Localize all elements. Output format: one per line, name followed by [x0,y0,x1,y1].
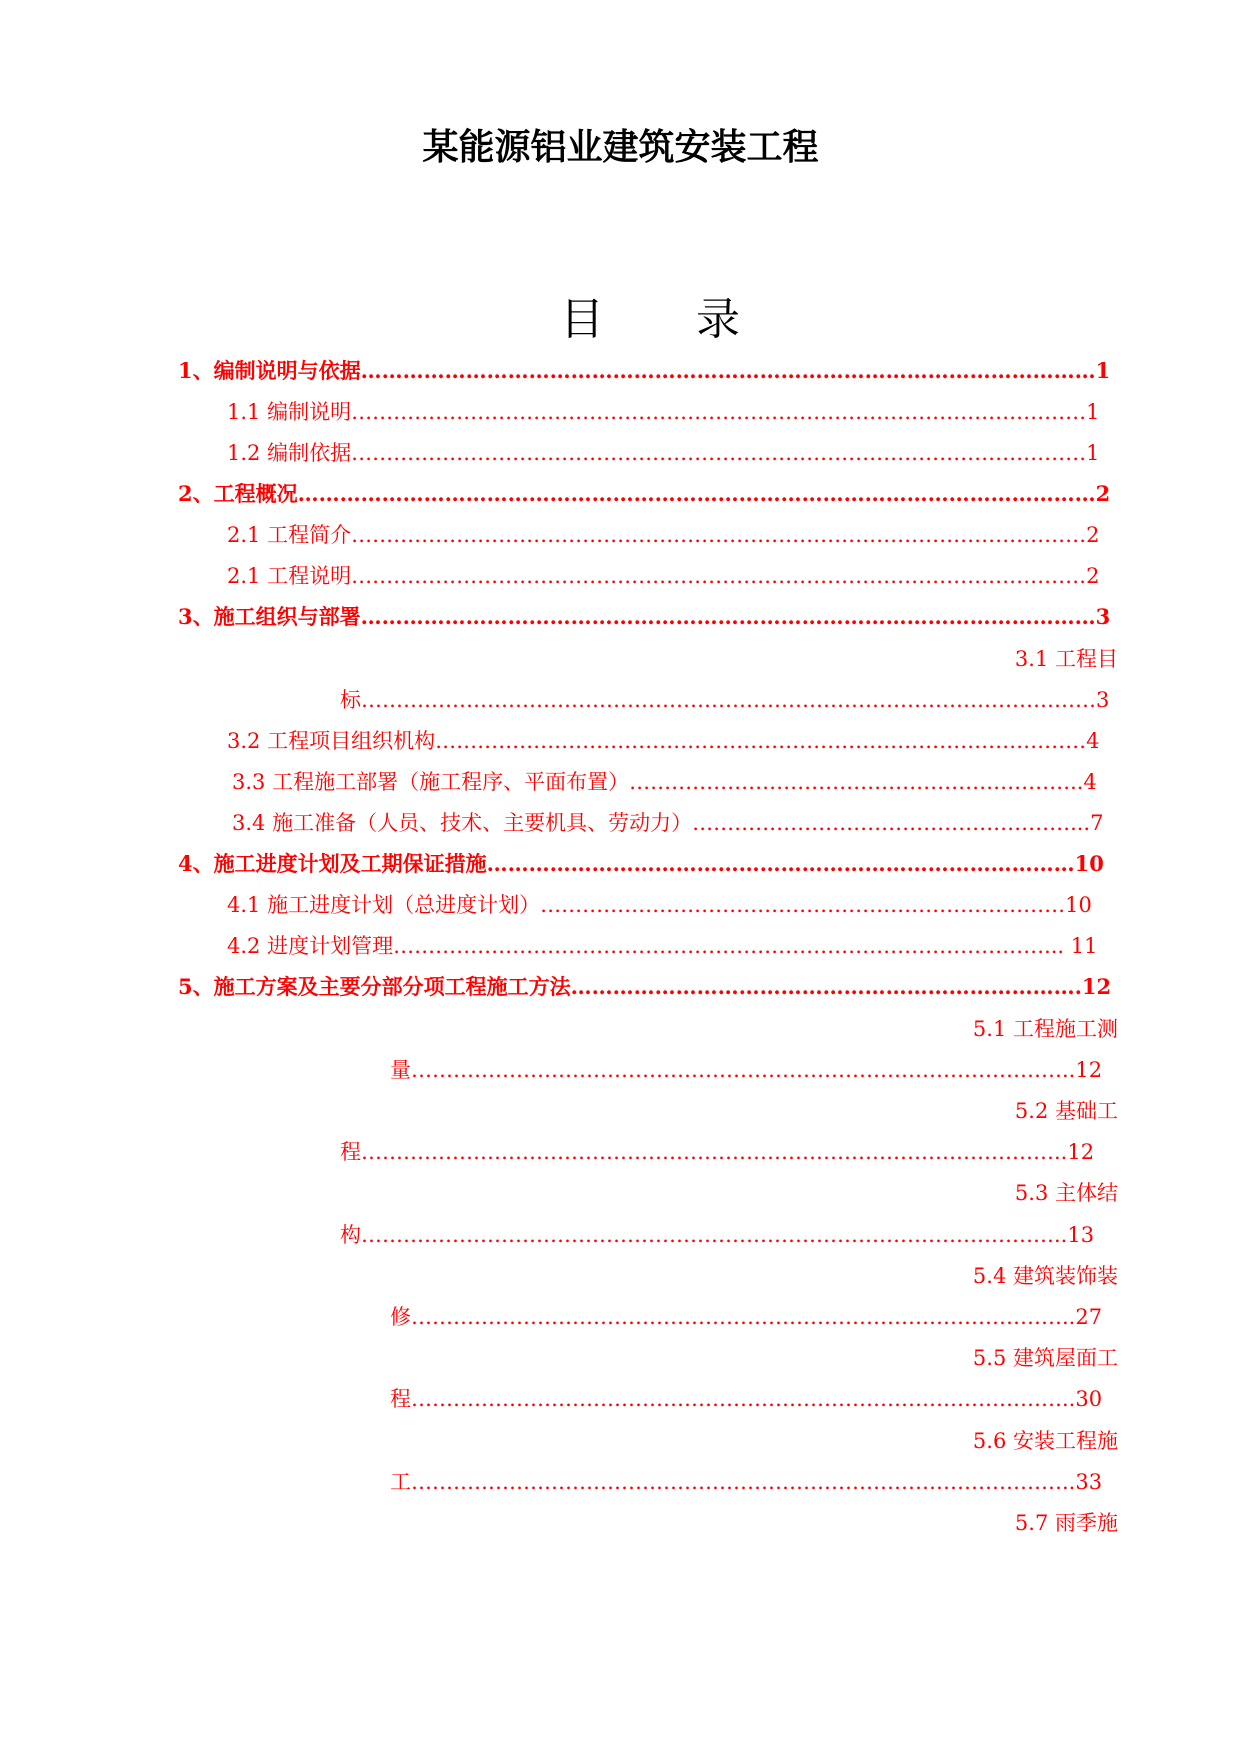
toc-page-number: 10 [1065,893,1092,917]
toc-page-number: ..12 [1062,1058,1103,1082]
toc-entry[interactable] [0,1427,1118,1455]
toc-entry-label: 构… [340,1223,382,1247]
toc-entry-label: 5.5 建筑屋面工 [972,1346,1118,1370]
toc-page-number: 1 [1095,358,1111,383]
toc-page-number: 10 [1074,851,1104,876]
toc-entry-label: 4.2 进度计划管理 [227,934,394,958]
toc-entry-label: 4、施工进度计划及工期保证措施 [178,851,487,876]
toc-entry[interactable] [390,1385,1118,1413]
toc-entry[interactable] [390,1468,1118,1496]
toc-page-number: ..13 [1054,1223,1095,1247]
toc-entry-label: 3.2 工程项目组织机构… [227,729,457,753]
toc-page-number: ..33 [1062,1470,1103,1494]
toc-entry[interactable] [0,1344,1118,1372]
toc-leader-dots: …………………………………………………………………………………………… [360,604,1096,629]
toc-entry-label: 2.1 工程说明 [227,564,352,588]
toc-entry-label: 3.4 施工准备（人员、技术、主要机具、劳动力） [232,811,693,835]
toc-entry-label: 程 [340,1140,361,1164]
toc-heading-char-1: 目 [560,294,604,345]
toc-entry-label: 5.1 工程施工测 [972,1017,1118,1041]
toc-page-number: ... 11 [1044,934,1098,958]
toc-entry[interactable] [227,398,1118,426]
toc-page-number: ..12 [1054,1140,1095,1164]
toc-entry[interactable] [227,932,1118,960]
toc-entry-label: 2、工程概况 [178,481,298,506]
toc-entry[interactable] [178,850,1118,878]
toc-entry[interactable] [0,1179,1118,1207]
toc-leader-dots: ……………………………………………………………………………… [456,729,1087,753]
toc-entry[interactable] [227,727,1118,755]
toc-entry[interactable] [0,1262,1118,1290]
toc-page-number: ...7 [1070,811,1104,835]
toc-entry[interactable] [390,1056,1118,1084]
toc-leader-dots: …………………………………………………………………………………… [382,1223,1054,1247]
toc-entry[interactable] [178,973,1118,1001]
toc-entry[interactable] [340,1138,1118,1166]
toc-entry-label: 5.2 基础工 [1014,1099,1118,1123]
toc-page-number: 1 [1086,400,1100,424]
toc-entry[interactable] [0,1097,1118,1125]
toc-entry-label: 1.2 编制依据 [227,441,352,465]
toc-entry[interactable] [178,357,1118,385]
toc-entry-label: 修 [390,1305,411,1329]
toc-entry-label: 4.1 施工进度计划（总进度计划） [227,893,541,917]
toc-leader-dots: …………………………………………………………………………………………… [361,688,1096,712]
toc-page-number: 3 [1095,604,1111,629]
toc-leader-dots: …………………………………………………………………………………………… [351,564,1087,588]
toc-entry-label: 5.6 安装工程施 [972,1429,1118,1453]
toc-leader-dots: ………………………………………………………………………………… [411,1305,1062,1329]
toc-page-number: ..27 [1062,1305,1103,1329]
toc-leader-dots: ………………………………………………………………… [540,893,1066,917]
toc-leader-dots: ……………………………………………… [692,811,1071,835]
toc-page-number: 3 [1096,688,1110,712]
toc-leader-dots: …………………………………………………………………………………………… [351,523,1087,547]
toc-leader-dots: ………………………………………………………………………………… [411,1058,1062,1082]
toc-page-number: 2 [1095,481,1111,506]
toc-page-number: ..4 [1070,770,1097,794]
toc-entry-label: 3.3 工程施工部署（施工程序、平面布置） [232,770,630,794]
document-title: 某能源铝业建筑安装工程 [422,126,819,168]
toc-entry[interactable] [0,645,1118,673]
toc-entry-label: 标 [340,688,361,712]
toc-entry-label: 1.1 编制说明 [227,400,352,424]
toc-entry-label: 1、编制说明与依据 [178,358,361,383]
toc-page-number: ..30 [1062,1387,1103,1411]
toc-leader-dots: …………………………………………………………………………………………… [360,358,1096,383]
toc-entry-label: 2.1 工程简介 [227,523,352,547]
toc-page-number: 4 [1086,729,1100,753]
toc-page-number: .12 [1074,974,1112,999]
toc-leader-dots: ……………………………………………………………… [570,974,1075,999]
toc-leader-dots: ………………………………………………………………………………… [393,934,1045,958]
toc-entry[interactable] [232,809,1118,837]
toc-entry-label: 量 [390,1058,411,1082]
toc-leader-dots: ………………………………………………………………………………… [411,1387,1062,1411]
toc-page-number: 2 [1086,523,1100,547]
toc-entry-label: 5.4 建筑装饰装 [972,1264,1118,1288]
toc-heading [560,294,740,347]
toc-entry-label: 5.3 主体结 [1014,1181,1118,1205]
toc-page-number: 1 [1086,441,1100,465]
toc-leader-dots: ………………………………………………………………………… [486,851,1075,876]
toc-heading-char-2: 录 [696,294,740,345]
toc-entry[interactable] [227,521,1118,549]
toc-entry[interactable] [340,1221,1118,1249]
toc-entry-label: 工 [390,1470,411,1494]
toc-leader-dots: …………………………………………………………………………………………… [351,400,1087,424]
toc-entry[interactable] [227,891,1106,919]
toc-entry-label: 5.7 雨季施 [1014,1511,1118,1535]
toc-leader-dots: ……………………………………………………………………………………… [361,1140,1054,1164]
toc-entry[interactable] [178,480,1118,508]
toc-entry[interactable] [227,439,1118,467]
toc-page-number: 2 [1086,564,1100,588]
toc-entry-label: 3、施工组织与部署 [178,604,361,629]
toc-leader-dots: ………………………………………………………………………………… [411,1470,1062,1494]
toc-entry-label: 3.1 工程目 [1014,647,1118,671]
toc-entry-label: 程 [390,1387,411,1411]
toc-leader-dots: ……………………………………………………… [629,770,1071,794]
toc-leader-dots: …………………………………………………………………………………………………… [297,481,1096,506]
toc-entry[interactable] [232,768,1118,796]
toc-entry[interactable] [390,1303,1118,1331]
toc-entry[interactable] [340,686,1118,714]
toc-entry[interactable] [227,562,1118,590]
toc-entry[interactable] [178,603,1118,631]
toc-entry[interactable] [0,1509,1118,1537]
toc-entry[interactable] [0,1015,1118,1043]
toc-entry-label: 5、施工方案及主要分部分项工程施工方法 [178,974,571,999]
toc-leader-dots: …………………………………………………………………………………………… [351,441,1087,465]
